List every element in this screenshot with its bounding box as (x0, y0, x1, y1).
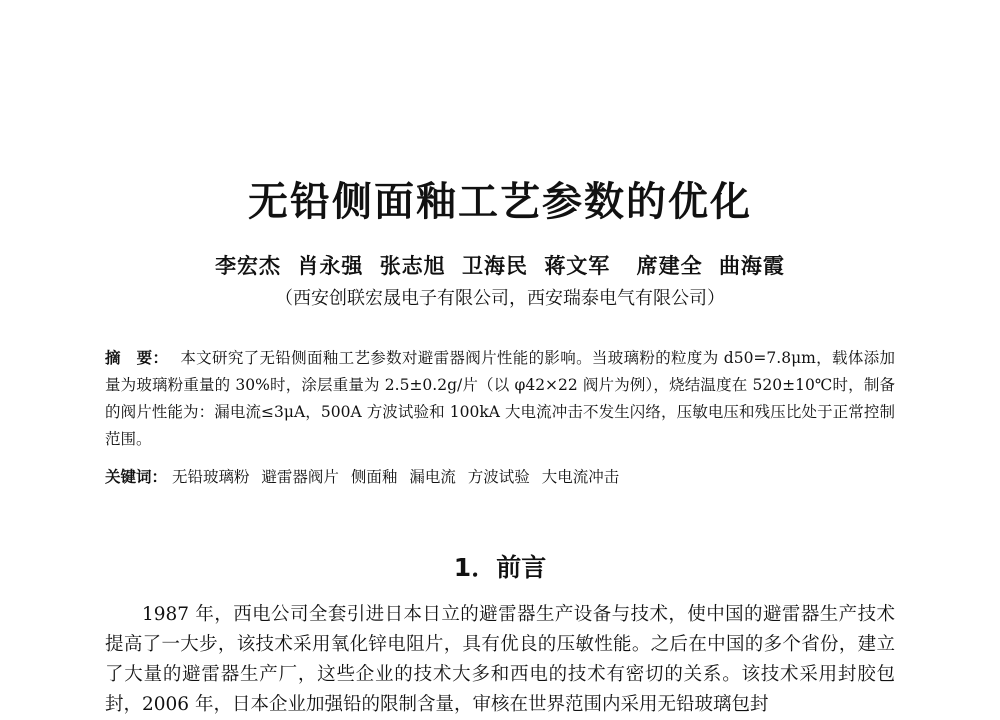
keyword: 避雷器阀片 (261, 468, 339, 486)
keyword: 方波试验 (467, 468, 530, 486)
keyword: 侧面釉 (350, 468, 398, 486)
author-name: 张志旭 (379, 253, 446, 278)
author-name: 肖永强 (297, 253, 364, 278)
affiliation: （西安创联宏晟电子有限公司，西安瑞泰电气有限公司） (275, 288, 725, 309)
author-name: 卫海民 (462, 253, 528, 278)
abstract-label: 摘 要： (105, 349, 169, 367)
author-name: 曲海霞 (718, 253, 785, 278)
keyword: 无铅玻璃粉 (171, 468, 250, 486)
keyword: 漏电流 (409, 468, 456, 486)
author-name: 李宏杰 (215, 253, 282, 278)
keywords-label: 关键词： (105, 468, 168, 486)
section-heading: 1．前言 (453, 553, 547, 582)
keywords (105, 465, 895, 489)
author-name: 席建全 (636, 253, 703, 278)
abstract-text: 本文研究了无铅侧面釉工艺参数对避雷器阀片性能的影响。当玻璃粉的粒度为 d50=7.8μm，载体添加量为玻璃粉重量的 30%时，涂层重量为 2.5±0.2g/片（以 φ42×22 阀片为例），烧结温度在 520±10℃时，制备的阀片性能为：漏电流≤3μA，500A 方波试验和 100kA 大电流冲击不发生闪络，压敏电压和残压比处于正常控制范围。 (105, 349, 895, 448)
body-paragraph: 1987 年，西电公司全套引进日本日立的避雷器生产设备与技术，使中国的避雷器生产技术提高了一大步，该技术采用氧化锌电阻片，具有优良的压敏性能。之后在中国的多个省份，建立了大量的避雷器生产厂，这些企业的技术大多和西电的技术有密切的关系。该技术采用封胶包封，2006 年，日本企业加强铅的限制含量，审核在世界范围内采用无铅玻璃包封 (105, 604, 895, 715)
keyword: 大电流冲击 (541, 468, 620, 486)
paper-title: 无铅侧面釉工艺参数的优化 (248, 179, 752, 225)
abstract (105, 345, 895, 453)
author-list (0, 250, 1000, 280)
author-name: 蒋文军 (544, 253, 611, 278)
